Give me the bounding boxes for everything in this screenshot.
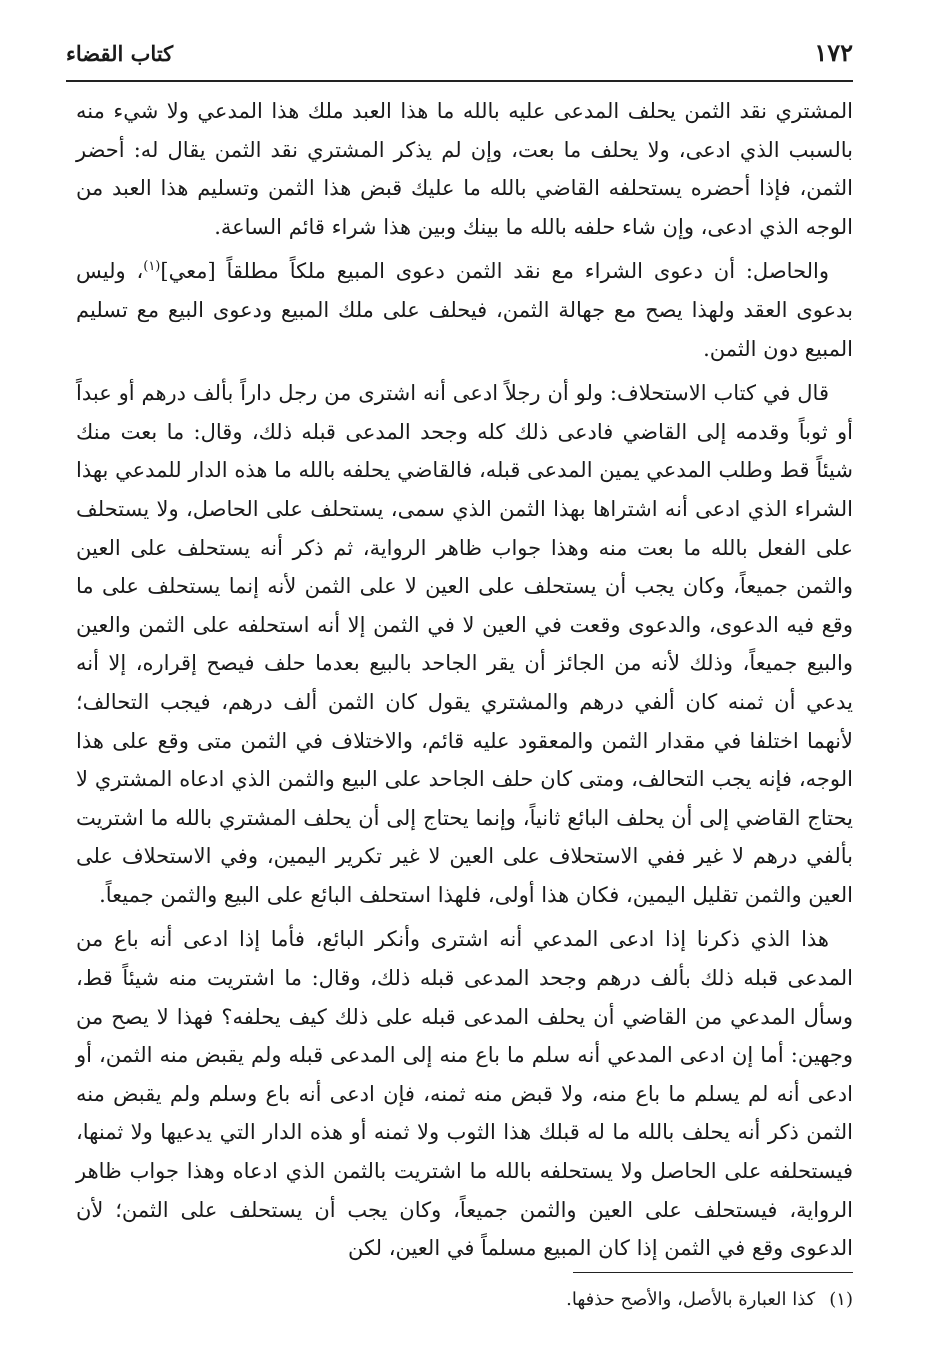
paragraph-2-text-before: والحاصل: أن دعوى الشراء مع نقد الثمن دعوى المبيع ملكاً مطلقاً [معي] — [160, 259, 829, 284]
paragraph-3: قال في كتاب الاستحلاف: ولو أن رجلاً ادعى أنه اشترى من رجل داراً بألف درهم أو عبداً أو ثوباً وقدمه إلى القاضي فادعى ذلك كله وجحد المدعى قبله ذلك، وقال: ما بعت منك شيئاً قط وطلب المدعي يمين المدعى قبله، فالقاضي يحلفه بالله ما هذه الدار للمدعي بهذا الشراء الذي ادعى أنه اشتراها بهذا الثمن الذي سمى، يستحلف على الحاصل، ولا يستحلف على الفعل بالله ما بعت منه وهذا جواب ظاهر الرواية، ثم ذكر أنه يستحلف على العين والثمن جميعاً، وكان يجب أن يستحلف على العين لا على الثمن لأنه إنما يستحلف على ما وقع فيه الدعوى، والدعوى وقعت في العين لا في الثمن إلا أنه استحلفه على الثمن والعين والبيع جميعاً، وذلك لأنه من الجائز أن يقر الجاحد بالبيع بعدما حلف فيصح إقراره، إلا أنه يدعي أن ثمنه كان ألفي درهم والمشتري يقول كان الثمن ألف درهم، فيجب التحالف؛ لأنهما اختلفا في مقدار الثمن والمعقود عليه قائم، والاختلاف في الثمن متى وقع على هذا الوجه، فإنه يجب التحالف، ومتى كان حلف الجاحد على البيع والثمن الذي ادعاه المشتري لا يحتاج القاضي إلى أن يحلف البائع ثانياً، وإنما يحتاج إلى أن يحلف المشتري بالله ما اشتريت بألفي درهم لا غير ففي الاستحلاف على العين لا غير تكرير اليمين، وفي الاستحلاف على العين والثمن تقليل اليمين، فكان هذا أولى، فلهذا استحلف البائع على البيع والثمن جميعاً. — [76, 381, 853, 907]
page-header — [66, 38, 853, 78]
main-text — [76, 92, 853, 1274]
footnote-number: (١) — [829, 1289, 853, 1310]
book-title: كتاب القضاء — [66, 41, 174, 66]
paragraph-4: هذا الذي ذكرنا إذا ادعى المدعي أنه اشترى وأنكر البائع، فأما إذا ادعى أنه باع من المدعى قبله ذلك بألف درهم وجحد المدعى قبله ذلك، وقال: ما اشتريت منه شيئاً قط، وسأل المدعي من القاضي أن يحلف المدعى قبله على ذلك كيف يحلفه؟ فهذا لا يصح من وجهين: أما إن ادعى المدعي أنه سلم ما باع منه إلى المدعى قبله ولم يقبض منه الثمن، أو ادعى أنه لم يسلم ما باع منه، ولا قبض منه ثمنه، فإن ادعى أنه باع وسلم ولم يقبض منه الثمن ذكر أنه يحلف بالله ما له قبلك هذا الثوب ولا ثمنه أو هذه الدار التي يدعيها ولا ثمنها، فيستحلفه على الحاصل ولا يستحلفه بالله ما اشتريت بالثمن الذي ادعاه وهذا جواب ظاهر الرواية، فيستحلف على العين والثمن جميعاً، وكان يجب أن يستحلف على الثمن؛ لأن الدعوى وقع في الثمن إذا كان المبيع مسلماً في العين، لكن — [76, 927, 853, 1261]
footnote-divider — [573, 1272, 853, 1273]
header-divider — [66, 80, 853, 82]
paragraph-2-text-after: ، وليس بدعوى العقد ولهذا يصح مع جهالة الثمن، فيحلف على ملك المبيع ودعوى البيع مع تسليم المبيع دون الثمن. — [76, 259, 853, 361]
footnote-text: كذا العبارة بالأصل، والأصح حذفها. — [566, 1289, 816, 1310]
paragraph-1: المشتري نقد الثمن يحلف المدعى عليه بالله ما هذا العبد ملك هذا المدعي ولا شيء منه بالسبب الذي ادعى، ولا يحلف ما بعت، وإن لم يذكر المشتري نقد الثمن يقال له: أحضر الثمن، فإذا أحضره يستحلفه القاضي بالله ما عليك قبض هذا الثمن وتسليم هذا العبد من الوجه الذي ادعى، وإن شاء حلفه بالله ما بينك وبين هذا شراء قائم الساعة. — [76, 99, 853, 239]
page-number: ١٧٢ — [814, 38, 853, 67]
footnote — [76, 1286, 853, 1314]
footnote-reference[interactable]: (١) — [143, 259, 161, 275]
paragraph-2 — [76, 252, 853, 368]
